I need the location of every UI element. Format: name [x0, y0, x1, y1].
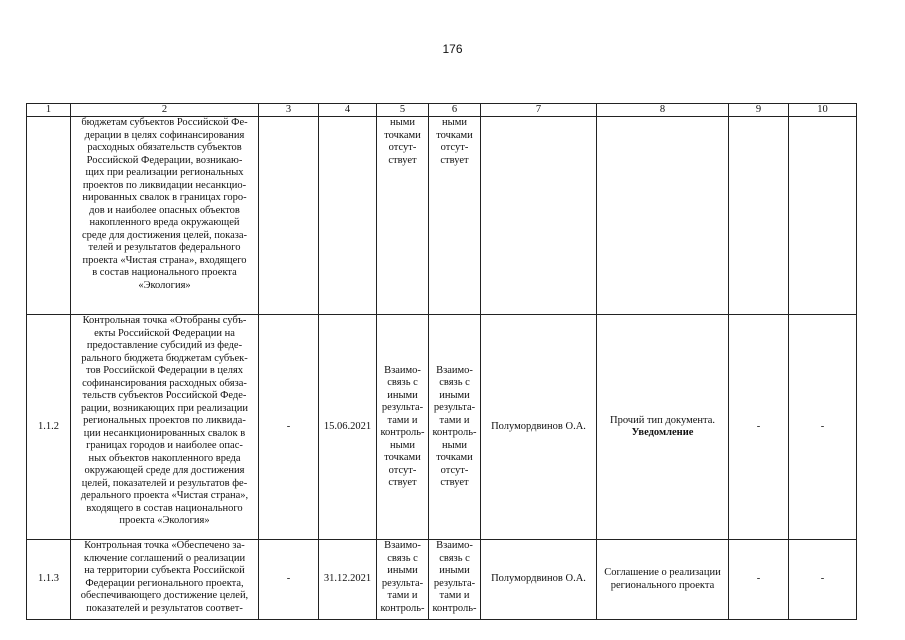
cell-predecessor: Взаимо- связь с иными результа- тами и контроль- — [377, 540, 429, 620]
cell-successor: Взаимо- связь с иными результа- тами и контроль- — [429, 540, 481, 620]
cell-document-type — [597, 315, 729, 540]
cell-number: 1.1.2 — [27, 315, 71, 540]
header-col-4: 4 — [319, 104, 377, 117]
cell-responsible: Полумордвинов О.А. — [481, 315, 597, 540]
cell-description: Контрольная точка «Отобраны субъ- екты Российской Федерации на предоставление субсидий из феде- рального бюджета бюджетам субъек- тов Российской Федерации в целях софинансирования расходных обяза- тельств субъектов Российской Феде- рации, возникающих при реализации региональных проектов по ликвида- ции несанкционированных свалок в границах городов и наиболее опас- ных объектов накопленного вреда окружающей среде для достижения целей, показателей и результатов фе- дерального проекта «Чистая страна», входящего в состав национального проекта «Экология» — [71, 315, 259, 540]
cell-document-type — [597, 117, 729, 315]
header-row — [27, 104, 857, 117]
document-type-line-1: Прочий тип документа. — [610, 414, 715, 426]
cell-extra — [789, 117, 857, 315]
header-col-8: 8 — [597, 104, 729, 117]
cell-base-value — [259, 117, 319, 315]
cell-responsible: Полумордвинов О.А. — [481, 540, 597, 620]
table-row — [27, 315, 857, 540]
cell-info-system: - — [729, 315, 789, 540]
cell-info-system: - — [729, 540, 789, 620]
cell-document-type: Соглашение о реализации регионального проекта — [597, 540, 729, 620]
cell-extra: - — [789, 315, 857, 540]
cell-date: 31.12.2021 — [319, 540, 377, 620]
cell-date — [319, 117, 377, 315]
cell-successor: ными точками отсут- ствует — [429, 117, 481, 315]
table-row — [27, 117, 857, 315]
header-col-6: 6 — [429, 104, 481, 117]
header-col-9: 9 — [729, 104, 789, 117]
cell-number — [27, 117, 71, 315]
cell-description: Контрольная точка «Обеспечено за- ключение соглашений о реализации на территории субъекта Российской Федерации регионального проекта, обеспечивающего достижение целей, показателей и результатов соответ- — [71, 540, 259, 620]
header-col-10: 10 — [789, 104, 857, 117]
cell-base-value: - — [259, 540, 319, 620]
header-col-5: 5 — [377, 104, 429, 117]
page-number: 176 — [442, 42, 463, 56]
header-col-2: 2 — [71, 104, 259, 117]
cell-info-system — [729, 117, 789, 315]
header-col-3: 3 — [259, 104, 319, 117]
cell-predecessor: ными точками отсут- ствует — [377, 117, 429, 315]
cell-number: 1.1.3 — [27, 540, 71, 620]
cell-date: 15.06.2021 — [319, 315, 377, 540]
header-col-7: 7 — [481, 104, 597, 117]
table-row — [27, 540, 857, 620]
cell-extra: - — [789, 540, 857, 620]
cell-description: бюджетам субъектов Российской Фе- дерации в целях софинансирования расходных обязательств субъектов Российской Федерации, возникаю- щих при реализации региональных проектов по ликвидации несанкцио- нированных свалок в границах горо- дов и наиболее опасных объектов накопленного вреда окружающей среде для достижения целей, показа- телей и результатов федерального проекта «Чистая страна», входящего в состав национального проекта «Экология» — [71, 117, 259, 315]
document-type-line-2: Уведомление — [631, 427, 694, 438]
header-col-1: 1 — [27, 104, 71, 117]
cell-successor: Взаимо- связь с иными результа- тами и контроль- ными точками отсут- ствует — [429, 315, 481, 540]
cell-predecessor: Взаимо- связь с иными результа- тами и контроль- ными точками отсут- ствует — [377, 315, 429, 540]
cell-responsible — [481, 117, 597, 315]
control-points-table — [26, 103, 857, 620]
cell-base-value: - — [259, 315, 319, 540]
